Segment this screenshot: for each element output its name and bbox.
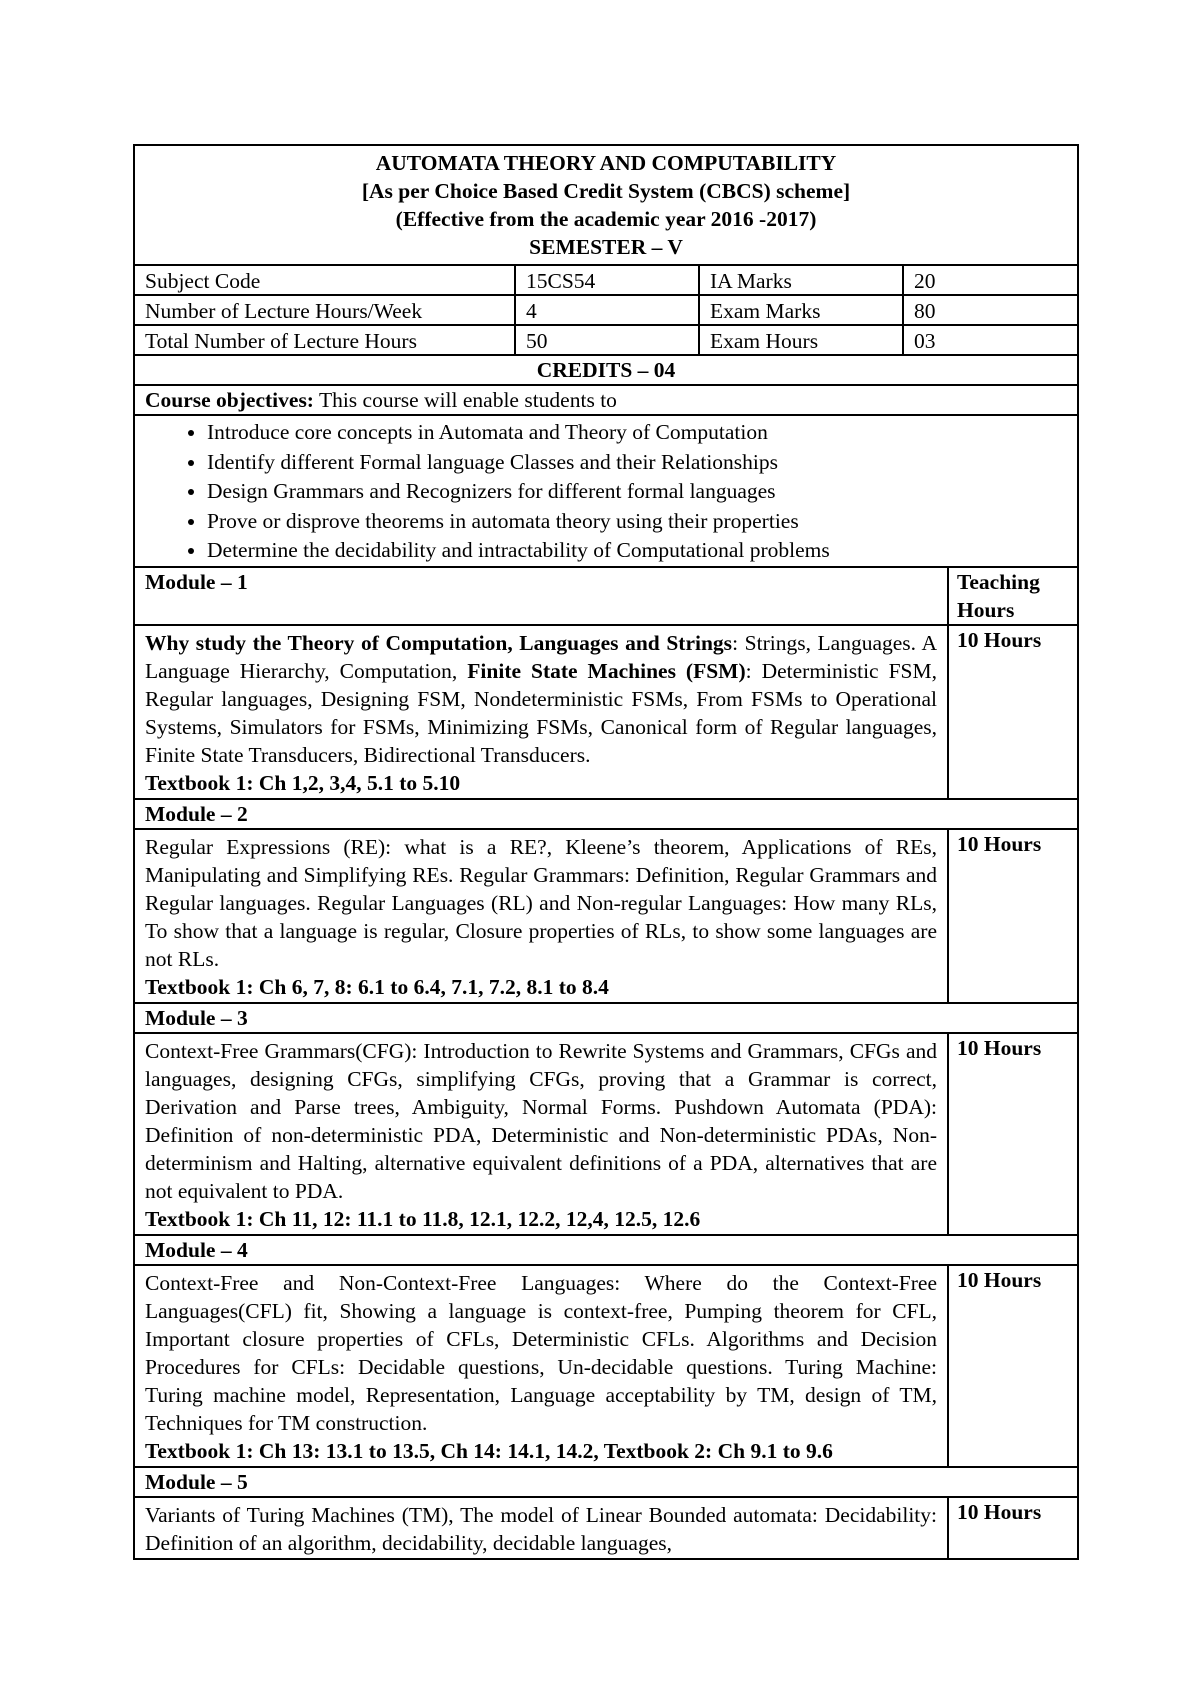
objective-item: • Identify different Formal language Classes and their Relationships: [207, 448, 1067, 478]
objectives-lead-row: [134, 385, 1078, 415]
objectives-lead-cell: [134, 385, 1078, 415]
module-topic-bold: Finite State Machines (FSM): [467, 658, 746, 683]
module-content-row: [134, 625, 1078, 799]
module-title-row: [134, 567, 1078, 625]
detail-row: [134, 295, 1078, 325]
detail-value: 15CS54: [515, 265, 699, 295]
module-title: Module – 3: [134, 1003, 1078, 1033]
objectives-list-row: [134, 415, 1078, 567]
module-hours: 10 Hours: [948, 1497, 1078, 1559]
objectives-list: [145, 418, 1067, 566]
module-content-row: [134, 1265, 1078, 1467]
module-content: [134, 1497, 948, 1559]
module-textbook: Textbook 1: Ch 13: 13.1 to 13.5, Ch 14: 14.1, 14.2, Textbook 2: Ch 9.1 to 9.6: [145, 1438, 833, 1463]
teaching-hours-header: Teaching Hours: [948, 567, 1078, 625]
detail-row: [134, 265, 1078, 295]
module-text: Regular Expressions (RE): what is a RE?, Kleene’s theorem, Applications of REs, Manipulating and Simplifying REs. Regular Grammars: Definition, Regular Grammars and Regular languages. Regular Languages (RL) and Non-regular Languages: How many RLs, To show that a language is regular, Closure properties of RLs, to show some languages are not RLs.: [145, 834, 937, 971]
module-title: Module – 2: [134, 799, 1078, 829]
objectives-list-cell: [134, 415, 1078, 567]
objectives-label: Course objectives:: [145, 388, 314, 412]
module-content: [134, 1265, 948, 1467]
module-title: Module – 5: [134, 1467, 1078, 1497]
semester-line: SEMESTER – V: [529, 235, 683, 259]
detail-label: Total Number of Lecture Hours: [134, 325, 515, 355]
syllabus-page: [133, 144, 1077, 1560]
objective-item: • Prove or disprove theorems in automata theory using their properties: [207, 507, 1067, 537]
objective-item: • Introduce core concepts in Automata and Theory of Computation: [207, 418, 1067, 448]
module-title-row: [134, 1003, 1078, 1033]
module-topic-text: : Strings, Languages. A Language Hierarchy, Computation,: [145, 630, 937, 683]
module-title-row: [134, 1235, 1078, 1265]
module-text: Context-Free Grammars(CFG): Introduction to Rewrite Systems and Grammars, CFGs and languages, designing CFGs, simplifying CFGs, proving that a Grammar is correct, Derivation and Parse trees, Ambiguity, Normal Forms. Pushdown Automata (PDA): Definition of non-deterministic PDA, Deterministic and Non-deterministic PDAs, Non-determinism and Halting, alternative equivalent definitions of a PDA, alternatives that are not equivalent to PDA.: [145, 1038, 937, 1203]
detail-label-2: Exam Hours: [699, 325, 903, 355]
detail-value-2: 03: [903, 325, 1078, 355]
objective-item: • Determine the decidability and intractability of Computational problems: [207, 536, 1067, 566]
detail-label: Subject Code: [134, 265, 515, 295]
syllabus-table: [133, 144, 1079, 1560]
detail-value: 4: [515, 295, 699, 325]
module-hours: 10 Hours: [948, 625, 1078, 799]
effective-line: (Effective from the academic year 2016 -2017): [395, 207, 817, 231]
header-cell: [134, 145, 1078, 265]
module-topic-text: : Deterministic FSM, Regular languages, Designing FSM, Nondeterministic FSMs, From FSMs to Operational Systems, Simulators for FSMs, Minimizing FSMs, Canonical form of Regular languages, Finite State Transducers, Bidirectional Transducers.: [145, 658, 937, 767]
module-textbook: Textbook 1: Ch 11, 12: 11.1 to 11.8, 12.1, 12.2, 12,4, 12.5, 12.6: [145, 1206, 701, 1231]
module-hours: 10 Hours: [948, 829, 1078, 1003]
detail-value: 50: [515, 325, 699, 355]
detail-label-2: Exam Marks: [699, 295, 903, 325]
module-title: Module – 4: [134, 1235, 1078, 1265]
module-content-row: [134, 1033, 1078, 1235]
module-textbook: Textbook 1: Ch 1,2, 3,4, 5.1 to 5.10: [145, 770, 461, 795]
detail-value-2: 80: [903, 295, 1078, 325]
module-content-row: [134, 1497, 1078, 1559]
module-title-row: [134, 1467, 1078, 1497]
detail-value-2: 20: [903, 265, 1078, 295]
module-content: [134, 829, 948, 1003]
scheme-line: [As per Choice Based Credit System (CBCS) scheme]: [361, 179, 851, 203]
module-text: Variants of Turing Machines (TM), The model of Linear Bounded automata: Decidability: Definition of an algorithm, decidability, decidable languages,: [145, 1502, 937, 1555]
module-text: Context-Free and Non-Context-Free Languages: Where do the Context-Free Languages(CFL) fit, Showing a language is context-free, Pumping theorem for CFL, Important closure properties of CFLs, Deterministic CFLs. Algorithms and Decision Procedures for CFLs: Decidable questions, Un-decidable questions. Turing Machine: Turing machine model, Representation, Language acceptability by TM, design of TM, Techniques for TM construction.: [145, 1270, 937, 1435]
module-content: [134, 625, 948, 799]
module-textbook: Textbook 1: Ch 6, 7, 8: 6.1 to 6.4, 7.1, 7.2, 8.1 to 8.4: [145, 974, 609, 999]
objective-item: • Design Grammars and Recognizers for different formal languages: [207, 477, 1067, 507]
objectives-lead-text: This course will enable students to: [313, 388, 617, 412]
header-row: [134, 145, 1078, 265]
module-hours: 10 Hours: [948, 1033, 1078, 1235]
detail-label: Number of Lecture Hours/Week: [134, 295, 515, 325]
module-hours: 10 Hours: [948, 1265, 1078, 1467]
module-topic-bold: Why study the Theory of Computation, Languages and Strings: [145, 630, 733, 655]
detail-row: [134, 325, 1078, 355]
module-content-row: [134, 829, 1078, 1003]
module-content: [134, 1033, 948, 1235]
detail-label-2: IA Marks: [699, 265, 903, 295]
credits-row: [134, 355, 1078, 385]
module-title-row: [134, 799, 1078, 829]
course-title: AUTOMATA THEORY AND COMPUTABILITY: [375, 151, 837, 175]
credits-cell: CREDITS – 04: [134, 355, 1078, 385]
module-title: Module – 1: [134, 567, 948, 625]
